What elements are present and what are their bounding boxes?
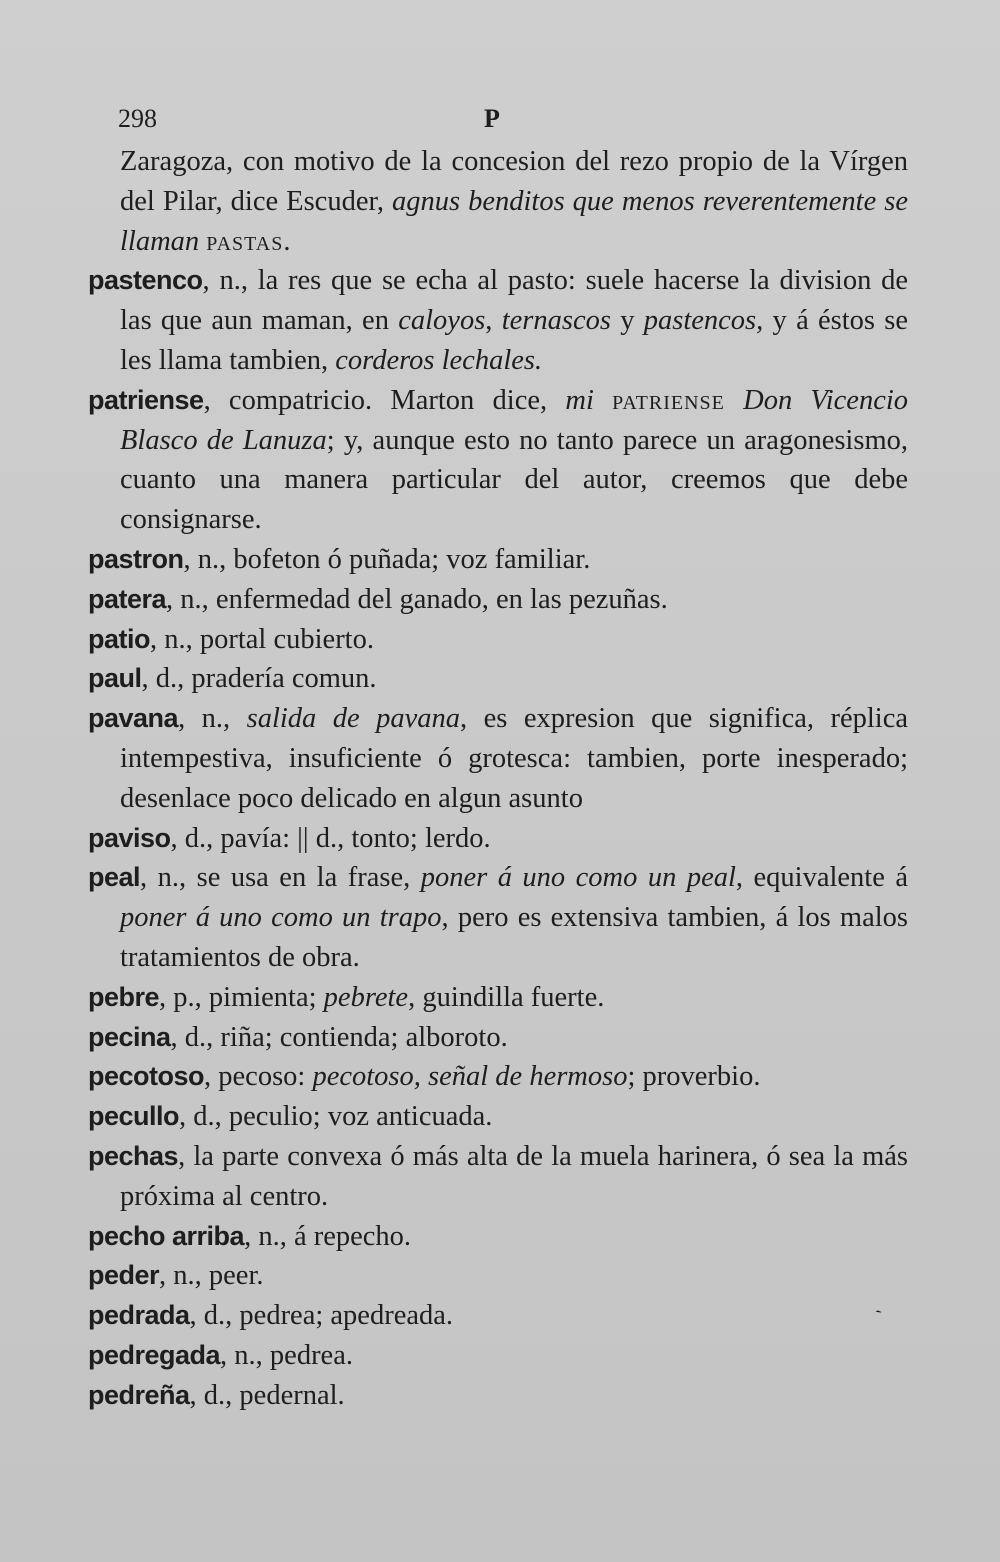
headword: pedregada [88,1339,221,1370]
dictionary-entry [88,1256,908,1296]
entry-text: , pecoso: [204,1061,313,1093]
headword: pecho arriba [88,1220,245,1251]
italic-text: caloyos [398,305,486,337]
entry-text: , d., pradería comun. [141,663,377,695]
dictionary-entry [88,699,908,818]
entry-text: , equivalente á [735,862,908,894]
entry-text: , n., bofeton ó puñada; voz familiar. [183,543,591,575]
entry-text: , pero es extensiva tambien, á los malos tratamientos de obra. [120,902,908,973]
dictionary-entry [88,1217,908,1257]
italic-text: corderos lechales. [335,344,543,376]
italic-text: agnus benditos que menos reverentemente se llaman [120,185,908,257]
headword: pebre [88,981,160,1012]
entry-text: ; y, aunque esto no tanto parece un aragonesismo, cuanto una manera particular del autor, creemos que debe consignarse. [120,424,908,536]
italic-text: mi [565,384,594,416]
page-header [118,96,898,140]
dictionary-entry [88,1137,908,1217]
entry-text: , n., pedrea. [220,1339,353,1371]
entry-text: , n., enfermedad del ganado, en las pezuñas. [166,583,668,615]
dictionary-entry [88,580,908,620]
entry-text: , p., pimienta; [159,981,324,1013]
entry-text: , la parte convexa ó más alta de la muela harinera, ó sea la más próxima al centro. [120,1140,908,1212]
entry-text: , n., á repecho. [244,1220,412,1252]
entry-text [725,385,743,416]
entry-text: , n., [178,703,247,735]
entry-list [88,142,908,1416]
dictionary-entry [88,261,908,380]
dictionary-entry [88,381,908,540]
headword: pechas [88,1140,179,1171]
entry-text: , d., pavía: || d., tonto; lerdo. [170,822,491,854]
headword: peder [88,1260,160,1291]
italic-text: pecotoso, señal de hermoso [312,1061,628,1093]
dictionary-entry [88,540,908,580]
entry-text: Zaragoza, con motivo de la concesion del rezo propio de la Vírgen del Pilar, dice Escuder, [120,146,908,217]
headword: paul [88,663,142,694]
headword: pastron [88,543,184,574]
dictionary-entry [88,1097,908,1137]
section-letter: P [484,104,500,133]
entry-text: , n., portal cubierto. [150,623,374,655]
entry-text: , d., peculio; voz anticuada. [179,1101,493,1133]
headword: pecina [88,1021,171,1052]
headword: pecotoso [88,1061,205,1092]
entry-text: , [485,305,502,337]
entry-text: , n., se usa en la frase, [140,862,421,894]
small-caps-text: pastas. [206,225,292,257]
italic-text: pebrete [323,981,409,1013]
entry-text [594,385,612,416]
dictionary-entry [88,1018,908,1058]
headword: paviso [88,822,171,853]
entry-text: , guindilla fuerte. [408,981,605,1013]
headword: pedreña [88,1379,190,1410]
headword: pedrada [88,1300,190,1331]
continued-entry [88,142,908,261]
entry-text: y [610,305,644,337]
entry-text: y á éstos se les llama tambien, [120,305,909,376]
dictionary-entry [88,1057,908,1097]
entry-text: , d., pedrea; apedreada. [189,1300,454,1332]
entry-text: , d., pedernal. [189,1379,345,1411]
entry-text: , es expresion que significa, réplica intempestiva, insuficiente ó grotesca: tambien, porte inesperado; desenlace poco delicado en algun asunto [120,703,908,814]
headword: pecullo [88,1101,180,1132]
entry-text: , d., riña; contienda; alboroto. [170,1021,508,1053]
page-number: 298 [118,104,157,133]
italic-text: poner á uno como un trapo [120,902,442,934]
italic-text: poner á uno como un peal [420,862,736,894]
headword: pavana [88,703,179,734]
headword: patera [88,583,167,614]
entry-text: , compatricio. Marton dice, [203,384,566,416]
entry-text: , n., la res que se echa al pasto: suele hacerse la division de las que aun maman, en [120,265,908,337]
headword: patriense [88,384,204,415]
italic-text: pastencos, [643,305,764,337]
margin-mark: ˎ [863,1289,883,1316]
headword: peal [88,862,141,893]
dictionary-entry [88,659,908,699]
dictionary-entry [88,819,908,859]
headword: patio [88,623,150,654]
dictionary-entry [88,1376,908,1416]
headword: pastenco [88,265,203,296]
italic-text: salida de pavana [246,703,461,735]
dictionary-entry [88,858,908,977]
italic-text: ternascos [501,305,611,337]
small-caps-text: patriense [612,384,725,416]
dictionary-entry [88,1336,908,1376]
entry-text: ; proverbio. [627,1061,761,1093]
entry-text: , n., peer. [159,1260,264,1292]
dictionary-entry [88,1296,908,1336]
dictionary-entry [88,978,908,1018]
italic-text: Don Vicencio Blasco de Lanuza [120,384,909,456]
dictionary-entry [88,620,908,660]
